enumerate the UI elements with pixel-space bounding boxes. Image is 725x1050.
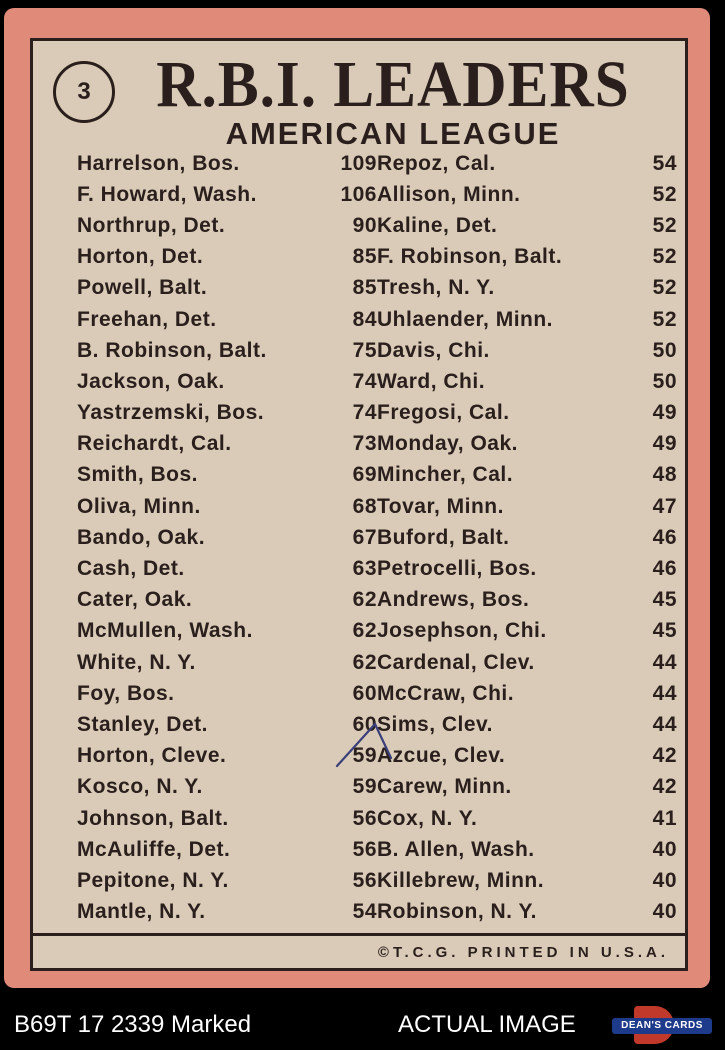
rbi-value: 106 <box>340 182 377 206</box>
copyright-footer: ©T.C.G. PRINTED IN U.S.A. <box>377 944 669 961</box>
player-name: Tovar, Minn. <box>377 494 504 518</box>
leader-row <box>77 865 377 896</box>
player-name: Foy, Bos. <box>77 681 175 705</box>
player-name: Mincher, Cal. <box>377 463 514 487</box>
leader-row <box>377 148 677 179</box>
rbi-value: 73 <box>352 432 377 456</box>
player-name: Cardenal, Clev. <box>377 650 535 674</box>
card-number-badge: 3 <box>53 61 115 123</box>
leader-row <box>77 741 377 772</box>
leader-row <box>77 366 377 397</box>
player-name: Mantle, N. Y. <box>77 900 206 924</box>
rbi-value: 41 <box>652 806 677 830</box>
leader-row <box>377 772 677 803</box>
rbi-value: 45 <box>652 588 677 612</box>
leader-row <box>377 709 677 740</box>
leader-row <box>77 398 377 429</box>
leader-row <box>377 242 677 273</box>
rbi-value: 62 <box>352 619 377 643</box>
rbi-value: 44 <box>652 712 677 736</box>
leader-row <box>377 179 677 210</box>
rbi-value: 67 <box>352 525 377 549</box>
leader-row <box>77 553 377 584</box>
player-name: Monday, Oak. <box>377 432 518 456</box>
rbi-value: 59 <box>352 744 377 768</box>
player-name: Pepitone, N. Y. <box>77 868 229 892</box>
card-subtitle: AMERICAN LEAGUE <box>225 116 561 151</box>
leader-row <box>377 335 677 366</box>
rbi-value: 50 <box>652 369 677 393</box>
leader-row <box>377 897 677 928</box>
leader-row <box>77 179 377 210</box>
rbi-value: 46 <box>652 525 677 549</box>
leader-row <box>377 678 677 709</box>
right-leaders-column <box>377 148 677 928</box>
leader-row <box>377 741 677 772</box>
player-name: Azcue, Clev. <box>377 744 506 768</box>
player-name: Jackson, Oak. <box>77 369 225 393</box>
player-name: Yastrzemski, Bos. <box>77 401 265 425</box>
rbi-value: 42 <box>652 744 677 768</box>
rbi-value: 44 <box>652 650 677 674</box>
player-name: Horton, Det. <box>77 245 204 269</box>
rbi-value: 60 <box>352 712 377 736</box>
leader-row <box>77 522 377 553</box>
player-name: Cash, Det. <box>77 557 185 581</box>
leader-row <box>377 366 677 397</box>
leader-row <box>77 304 377 335</box>
rbi-value: 68 <box>352 494 377 518</box>
leader-row <box>77 429 377 460</box>
leader-row <box>377 553 677 584</box>
rbi-value: 69 <box>352 463 377 487</box>
leader-row <box>377 616 677 647</box>
player-name: Harrelson, Bos. <box>77 151 240 175</box>
rbi-value: 52 <box>652 276 677 300</box>
rbi-value: 56 <box>352 868 377 892</box>
rbi-value: 54 <box>352 900 377 924</box>
rbi-value: 74 <box>352 401 377 425</box>
player-name: Cox, N. Y. <box>377 806 478 830</box>
player-name: Stanley, Det. <box>77 712 208 736</box>
rbi-value: 52 <box>652 245 677 269</box>
leader-row <box>377 491 677 522</box>
leader-row <box>77 273 377 304</box>
player-name: Ward, Chi. <box>377 369 486 393</box>
player-name: Northrup, Det. <box>77 213 226 237</box>
player-name: B. Allen, Wash. <box>377 837 535 861</box>
rbi-value: 49 <box>652 401 677 425</box>
player-name: Smith, Bos. <box>77 463 199 487</box>
player-name: Cater, Oak. <box>77 588 193 612</box>
player-name: Powell, Balt. <box>77 276 208 300</box>
leader-row <box>77 834 377 865</box>
rbi-value: 75 <box>352 338 377 362</box>
leader-row <box>77 210 377 241</box>
player-name: McCraw, Chi. <box>377 681 515 705</box>
leader-row <box>377 865 677 896</box>
rbi-value: 52 <box>652 307 677 331</box>
rbi-value: 44 <box>652 681 677 705</box>
player-name: Tresh, N. Y. <box>377 276 495 300</box>
player-name: Killebrew, Minn. <box>377 868 545 892</box>
player-name: Petrocelli, Bos. <box>377 557 537 581</box>
leader-row <box>377 304 677 335</box>
rbi-value: 52 <box>652 213 677 237</box>
player-name: McMullen, Wash. <box>77 619 253 643</box>
rbi-value: 40 <box>652 900 677 924</box>
player-name: B. Robinson, Balt. <box>77 338 267 362</box>
pen-mark <box>333 716 393 776</box>
rbi-value: 48 <box>652 463 677 487</box>
rbi-value: 49 <box>652 432 677 456</box>
rbi-value: 90 <box>352 213 377 237</box>
leader-row <box>77 647 377 678</box>
leader-row <box>377 647 677 678</box>
player-name: Bando, Oak. <box>77 525 206 549</box>
player-name: Fregosi, Cal. <box>377 401 510 425</box>
rbi-value: 47 <box>652 494 677 518</box>
player-name: Freehan, Det. <box>77 307 217 331</box>
rbi-value: 74 <box>352 369 377 393</box>
rbi-value: 59 <box>352 775 377 799</box>
rbi-value: 85 <box>352 276 377 300</box>
player-name: F. Robinson, Balt. <box>377 245 563 269</box>
caption-actual-image: ACTUAL IMAGE <box>398 1011 576 1038</box>
leader-row <box>77 242 377 273</box>
leader-row <box>377 429 677 460</box>
player-name: F. Howard, Wash. <box>77 182 257 206</box>
player-name: Horton, Cleve. <box>77 744 227 768</box>
leader-row <box>377 210 677 241</box>
rbi-value: 85 <box>352 245 377 269</box>
player-name: Buford, Balt. <box>377 525 510 549</box>
player-name: Robinson, N. Y. <box>377 900 537 924</box>
rbi-value: 56 <box>352 837 377 861</box>
leader-row <box>77 585 377 616</box>
deans-cards-logo <box>612 1006 712 1044</box>
leader-row <box>377 803 677 834</box>
logo-text: DEAN'S CARDS <box>612 1018 712 1034</box>
player-name: White, N. Y. <box>77 650 196 674</box>
player-name: Johnson, Balt. <box>77 806 229 830</box>
rbi-value: 46 <box>652 557 677 581</box>
leader-row <box>377 460 677 491</box>
rbi-value: 62 <box>352 650 377 674</box>
card-back <box>30 38 688 971</box>
leader-row <box>77 772 377 803</box>
rbi-value: 40 <box>652 868 677 892</box>
rbi-value: 63 <box>352 557 377 581</box>
rbi-value: 52 <box>652 182 677 206</box>
leader-row <box>77 709 377 740</box>
player-name: Uhlaender, Minn. <box>377 307 554 331</box>
rbi-value: 40 <box>652 837 677 861</box>
rbi-value: 42 <box>652 775 677 799</box>
leader-row <box>377 585 677 616</box>
leader-row <box>77 678 377 709</box>
rbi-value: 60 <box>352 681 377 705</box>
leader-row <box>77 491 377 522</box>
rbi-value: 50 <box>652 338 677 362</box>
player-name: McAuliffe, Det. <box>77 837 231 861</box>
player-name: Reichardt, Cal. <box>77 432 232 456</box>
leader-row <box>77 803 377 834</box>
player-name: Sims, Clev. <box>377 712 493 736</box>
player-name: Kosco, N. Y. <box>77 775 203 799</box>
rbi-value: 84 <box>352 307 377 331</box>
leader-row <box>77 897 377 928</box>
rbi-value: 45 <box>652 619 677 643</box>
player-name: Allison, Minn. <box>377 182 521 206</box>
left-leaders-column <box>77 148 377 928</box>
player-name: Davis, Chi. <box>377 338 490 362</box>
player-name: Carew, Minn. <box>377 775 512 799</box>
leader-row <box>77 616 377 647</box>
leader-row <box>377 834 677 865</box>
card-title: R.B.I. LEADERS <box>156 48 630 121</box>
leader-row <box>377 398 677 429</box>
leader-row <box>77 148 377 179</box>
rbi-value: 56 <box>352 806 377 830</box>
rbi-value: 109 <box>340 151 377 175</box>
rbi-value: 54 <box>652 151 677 175</box>
player-name: Oliva, Minn. <box>77 494 201 518</box>
rbi-value: 62 <box>352 588 377 612</box>
caption-listing-id: B69T 17 2339 Marked <box>14 1011 252 1038</box>
leader-row <box>377 522 677 553</box>
leaders-panel <box>33 41 685 936</box>
player-name: Repoz, Cal. <box>377 151 496 175</box>
leader-row <box>377 273 677 304</box>
player-name: Andrews, Bos. <box>377 588 530 612</box>
player-name: Kaline, Det. <box>377 213 498 237</box>
player-name: Josephson, Chi. <box>377 619 547 643</box>
leader-row <box>77 335 377 366</box>
leader-row <box>77 460 377 491</box>
